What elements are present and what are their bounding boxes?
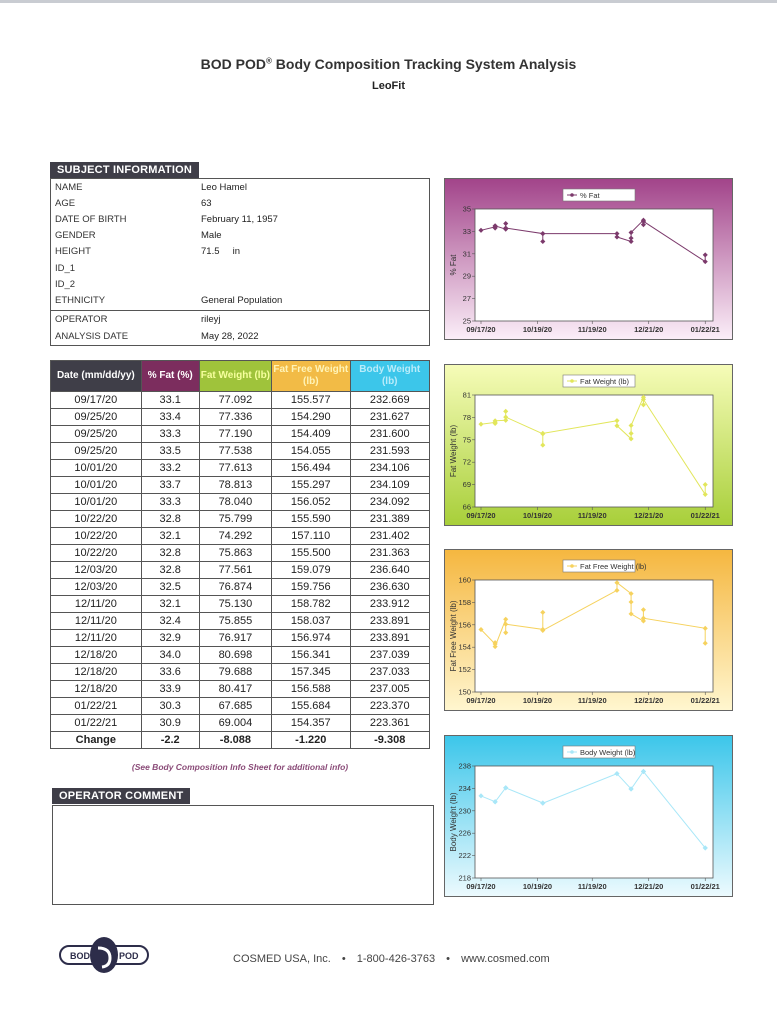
cell-pct-fat: 32.8 bbox=[141, 562, 199, 579]
cell-fat-free-weight: 155.500 bbox=[272, 545, 350, 562]
y-tick-label: 226 bbox=[458, 828, 471, 838]
cell-fat-free-weight: 158.782 bbox=[272, 596, 350, 613]
legend-marker bbox=[570, 193, 574, 197]
cell-body-weight: 236.640 bbox=[350, 562, 430, 579]
subject-label: ETHNICITY bbox=[55, 295, 106, 306]
cell-body-weight: 234.109 bbox=[350, 477, 430, 494]
cell-pct-fat: 33.6 bbox=[141, 664, 199, 681]
cell-pct-fat: 33.2 bbox=[141, 460, 199, 477]
change-row bbox=[51, 732, 430, 749]
subject-value: rileyj bbox=[201, 314, 221, 325]
subject-label: OPERATOR bbox=[55, 314, 108, 325]
y-tick-label: 25 bbox=[462, 316, 471, 326]
body-weight-chart-svg bbox=[445, 736, 732, 896]
cell-body-weight: 233.912 bbox=[350, 596, 430, 613]
cell-date: 10/01/20 bbox=[51, 460, 142, 477]
table-row bbox=[51, 460, 430, 477]
cell-fat-free-weight: 159.756 bbox=[272, 579, 350, 596]
cell-pct-fat: 32.8 bbox=[141, 511, 199, 528]
cell-date: 10/22/20 bbox=[51, 511, 142, 528]
cell-date: 09/25/20 bbox=[51, 426, 142, 443]
subject-label: AGE bbox=[55, 198, 76, 209]
subject-label: DATE OF BIRTH bbox=[55, 214, 127, 225]
cell-fat-weight: 77.190 bbox=[199, 426, 271, 443]
change-value: -8.088 bbox=[199, 732, 271, 749]
x-tick-label: 11/19/20 bbox=[577, 511, 607, 520]
cell-fat-free-weight: 157.110 bbox=[272, 528, 350, 545]
pct-fat-chart bbox=[444, 178, 733, 340]
cell-fat-weight: 77.092 bbox=[199, 392, 271, 409]
x-tick-label: 12/21/20 bbox=[634, 325, 664, 334]
table-row bbox=[51, 392, 430, 409]
cell-pct-fat: 33.1 bbox=[141, 392, 199, 409]
y-tick-label: 234 bbox=[458, 783, 471, 793]
x-tick-label: 09/17/20 bbox=[466, 511, 496, 520]
cell-body-weight: 236.630 bbox=[350, 579, 430, 596]
legend-label: Fat Weight (lb) bbox=[580, 377, 630, 386]
operator-comment-heading: OPERATOR COMMENT bbox=[52, 788, 190, 804]
cell-body-weight: 233.891 bbox=[350, 613, 430, 630]
x-tick-label: 12/21/20 bbox=[634, 511, 664, 520]
subject-value: 63 bbox=[201, 198, 212, 209]
cell-fat-weight: 80.417 bbox=[199, 681, 271, 698]
cell-body-weight: 223.361 bbox=[350, 715, 430, 732]
cell-body-weight: 231.402 bbox=[350, 528, 430, 545]
x-tick-label: 01/22/21 bbox=[690, 882, 720, 891]
table-row bbox=[51, 681, 430, 698]
x-tick-label: 09/17/20 bbox=[466, 696, 496, 705]
y-tick-label: 218 bbox=[458, 873, 471, 883]
cell-date: 12/18/20 bbox=[51, 681, 142, 698]
footer-website[interactable]: www.cosmed.com bbox=[461, 953, 550, 965]
cell-date: 10/01/20 bbox=[51, 477, 142, 494]
cell-fat-weight: 76.917 bbox=[199, 630, 271, 647]
y-tick-label: 81 bbox=[462, 390, 471, 400]
plot-area bbox=[475, 209, 713, 321]
cell-pct-fat: 33.7 bbox=[141, 477, 199, 494]
cell-fat-weight: 80.698 bbox=[199, 647, 271, 664]
x-tick-label: 09/17/20 bbox=[466, 882, 496, 891]
cell-fat-free-weight: 154.055 bbox=[272, 443, 350, 460]
table-row bbox=[51, 647, 430, 664]
subject-value: Leo Hamel bbox=[201, 182, 247, 193]
y-tick-label: 27 bbox=[462, 294, 471, 304]
table-row bbox=[51, 715, 430, 732]
x-tick-label: 10/19/20 bbox=[522, 882, 553, 891]
body-weight-chart bbox=[444, 735, 733, 897]
cell-fat-weight: 67.685 bbox=[199, 698, 271, 715]
cell-body-weight: 233.891 bbox=[350, 630, 430, 647]
fat-weight-chart bbox=[444, 364, 733, 526]
col-header-fat-free-weight: Fat Free Weight (lb) bbox=[272, 361, 350, 392]
y-tick-label: 78 bbox=[462, 412, 471, 422]
footer-company: COSMED USA, Inc. bbox=[233, 953, 331, 965]
cell-date: 12/03/20 bbox=[51, 579, 142, 596]
subject-label: ID_1 bbox=[55, 263, 76, 274]
y-axis-label: Fat Free Weight (lb) bbox=[449, 600, 458, 672]
cell-fat-free-weight: 157.345 bbox=[272, 664, 350, 681]
cell-fat-free-weight: 155.684 bbox=[272, 698, 350, 715]
y-axis-label: Body Weight (lb) bbox=[449, 792, 458, 852]
top-edge bbox=[0, 0, 777, 3]
cell-date: 12/11/20 bbox=[51, 596, 142, 613]
footer-separator: • bbox=[341, 953, 346, 965]
cell-date: 09/25/20 bbox=[51, 443, 142, 460]
x-tick-label: 10/19/20 bbox=[522, 511, 553, 520]
cell-fat-free-weight: 154.409 bbox=[272, 426, 350, 443]
cell-pct-fat: 34.0 bbox=[141, 647, 199, 664]
col-header-pct-fat: % Fat (%) bbox=[141, 361, 199, 392]
y-tick-label: 33 bbox=[462, 226, 471, 236]
cell-body-weight: 231.593 bbox=[350, 443, 430, 460]
cell-pct-fat: 33.5 bbox=[141, 443, 199, 460]
operator-comment-box bbox=[52, 805, 434, 905]
y-axis-label: % Fat bbox=[449, 254, 458, 276]
change-label: Change bbox=[51, 732, 142, 749]
x-tick-label: 01/22/21 bbox=[690, 696, 720, 705]
legend-label: Fat Free Weight (lb) bbox=[580, 562, 647, 571]
table-row bbox=[51, 545, 430, 562]
table-row bbox=[51, 664, 430, 681]
subject-label: ID_2 bbox=[55, 279, 76, 290]
table-row bbox=[51, 630, 430, 647]
cell-pct-fat: 33.4 bbox=[141, 409, 199, 426]
cell-pct-fat: 33.9 bbox=[141, 681, 199, 698]
cell-fat-weight: 77.336 bbox=[199, 409, 271, 426]
legend-label: % Fat bbox=[580, 191, 600, 200]
y-tick-label: 160 bbox=[458, 575, 471, 585]
cell-fat-weight: 69.004 bbox=[199, 715, 271, 732]
x-tick-label: 01/22/21 bbox=[690, 325, 720, 334]
cell-body-weight: 231.627 bbox=[350, 409, 430, 426]
cell-date: 12/18/20 bbox=[51, 647, 142, 664]
cell-fat-weight: 78.813 bbox=[199, 477, 271, 494]
cell-body-weight: 237.039 bbox=[350, 647, 430, 664]
y-tick-label: 72 bbox=[462, 457, 471, 467]
cell-fat-free-weight: 155.297 bbox=[272, 477, 350, 494]
x-tick-label: 11/19/20 bbox=[577, 882, 607, 891]
cell-body-weight: 237.033 bbox=[350, 664, 430, 681]
cell-fat-weight: 77.561 bbox=[199, 562, 271, 579]
y-tick-label: 35 bbox=[462, 204, 471, 214]
y-tick-label: 230 bbox=[458, 806, 471, 816]
table-row bbox=[51, 579, 430, 596]
change-value: -9.308 bbox=[350, 732, 430, 749]
table-row bbox=[51, 596, 430, 613]
y-tick-label: 152 bbox=[458, 665, 471, 675]
subject-label: NAME bbox=[55, 182, 83, 193]
table-header-row bbox=[51, 361, 430, 392]
fat-free-weight-chart-svg bbox=[445, 550, 732, 710]
subject-value: 71.5 in bbox=[201, 246, 241, 257]
footer-contact bbox=[233, 953, 558, 965]
cell-pct-fat: 32.4 bbox=[141, 613, 199, 630]
x-tick-label: 01/22/21 bbox=[690, 511, 720, 520]
cell-fat-weight: 78.040 bbox=[199, 494, 271, 511]
cell-date: 12/11/20 bbox=[51, 630, 142, 647]
y-axis-label: Fat Weight (lb) bbox=[449, 424, 458, 478]
table-row bbox=[51, 528, 430, 545]
cell-pct-fat: 33.3 bbox=[141, 426, 199, 443]
subject-value: General Population bbox=[201, 295, 283, 306]
cell-pct-fat: 32.8 bbox=[141, 545, 199, 562]
cell-body-weight: 234.092 bbox=[350, 494, 430, 511]
change-value: -2.2 bbox=[141, 732, 199, 749]
table-row bbox=[51, 426, 430, 443]
cell-fat-free-weight: 158.037 bbox=[272, 613, 350, 630]
cell-date: 12/03/20 bbox=[51, 562, 142, 579]
cell-pct-fat: 33.3 bbox=[141, 494, 199, 511]
cell-fat-free-weight: 156.588 bbox=[272, 681, 350, 698]
legend-marker bbox=[570, 379, 574, 383]
pct-fat-chart-svg bbox=[445, 179, 732, 339]
x-tick-label: 11/19/20 bbox=[577, 325, 607, 334]
legend-marker bbox=[570, 750, 574, 754]
cell-date: 09/17/20 bbox=[51, 392, 142, 409]
cell-fat-weight: 75.130 bbox=[199, 596, 271, 613]
cell-fat-free-weight: 155.577 bbox=[272, 392, 350, 409]
logo-text-right: POD bbox=[119, 951, 139, 961]
x-tick-label: 10/19/20 bbox=[522, 696, 553, 705]
logo-text-left: BOD bbox=[70, 951, 90, 961]
report-title: BOD POD® Body Composition Tracking System Analysis bbox=[200, 56, 577, 72]
cell-date: 10/01/20 bbox=[51, 494, 142, 511]
cell-fat-weight: 77.538 bbox=[199, 443, 271, 460]
measurement-table bbox=[50, 360, 430, 749]
x-tick-label: 09/17/20 bbox=[466, 325, 496, 334]
cell-body-weight: 231.363 bbox=[350, 545, 430, 562]
cell-date: 10/22/20 bbox=[51, 545, 142, 562]
y-tick-label: 222 bbox=[458, 851, 471, 861]
subject-label: GENDER bbox=[55, 230, 96, 241]
cell-fat-weight: 75.855 bbox=[199, 613, 271, 630]
cell-pct-fat: 32.5 bbox=[141, 579, 199, 596]
table-row bbox=[51, 494, 430, 511]
subject-label: ANALYSIS DATE bbox=[55, 331, 129, 342]
cell-body-weight: 234.106 bbox=[350, 460, 430, 477]
cell-fat-free-weight: 155.590 bbox=[272, 511, 350, 528]
y-tick-label: 69 bbox=[462, 480, 471, 490]
y-tick-label: 156 bbox=[458, 620, 471, 630]
subject-label: HEIGHT bbox=[55, 246, 91, 257]
col-header-fat-weight: Fat Weight (lb) bbox=[199, 361, 271, 392]
x-tick-label: 12/21/20 bbox=[634, 882, 664, 891]
table-row bbox=[51, 477, 430, 494]
subject-value: Male bbox=[201, 230, 222, 241]
cell-fat-free-weight: 154.357 bbox=[272, 715, 350, 732]
cell-date: 09/25/20 bbox=[51, 409, 142, 426]
cell-date: 12/11/20 bbox=[51, 613, 142, 630]
subject-info-box bbox=[50, 178, 430, 346]
table-row bbox=[51, 613, 430, 630]
cell-fat-weight: 74.292 bbox=[199, 528, 271, 545]
y-tick-label: 66 bbox=[462, 502, 471, 512]
cell-body-weight: 237.005 bbox=[350, 681, 430, 698]
cell-fat-free-weight: 159.079 bbox=[272, 562, 350, 579]
cell-pct-fat: 32.9 bbox=[141, 630, 199, 647]
subject-value: May 28, 2022 bbox=[201, 331, 259, 342]
footer-phone: 1-800-426-3763 bbox=[356, 953, 436, 965]
y-tick-label: 150 bbox=[458, 687, 471, 697]
cell-fat-weight: 75.799 bbox=[199, 511, 271, 528]
y-tick-label: 158 bbox=[458, 597, 471, 607]
footer-separator: • bbox=[446, 953, 450, 965]
y-tick-label: 154 bbox=[458, 642, 471, 652]
cell-date: 12/18/20 bbox=[51, 664, 142, 681]
cell-pct-fat: 32.1 bbox=[141, 596, 199, 613]
cell-date: 01/22/21 bbox=[51, 715, 142, 732]
subject-info-heading: SUBJECT INFORMATION bbox=[50, 162, 199, 178]
x-tick-label: 12/21/20 bbox=[634, 696, 664, 705]
table-row bbox=[51, 562, 430, 579]
table-row bbox=[51, 443, 430, 460]
col-header-body-weight: Body Weight (lb) bbox=[350, 361, 430, 392]
cell-fat-free-weight: 156.341 bbox=[272, 647, 350, 664]
subject-divider bbox=[51, 310, 429, 311]
cell-fat-free-weight: 156.974 bbox=[272, 630, 350, 647]
cell-fat-weight: 76.874 bbox=[199, 579, 271, 596]
legend-marker bbox=[570, 564, 574, 568]
cell-fat-free-weight: 154.290 bbox=[272, 409, 350, 426]
table-row bbox=[51, 511, 430, 528]
y-tick-label: 29 bbox=[462, 271, 471, 281]
cell-body-weight: 231.600 bbox=[350, 426, 430, 443]
cell-pct-fat: 32.1 bbox=[141, 528, 199, 545]
change-value: -1.220 bbox=[272, 732, 350, 749]
fat-free-weight-chart bbox=[444, 549, 733, 711]
cell-fat-weight: 79.688 bbox=[199, 664, 271, 681]
y-tick-label: 238 bbox=[458, 761, 471, 771]
cell-pct-fat: 30.9 bbox=[141, 715, 199, 732]
cell-pct-fat: 30.3 bbox=[141, 698, 199, 715]
report-subtitle: LeoFit bbox=[372, 80, 405, 92]
table-row bbox=[51, 409, 430, 426]
fat-weight-chart-svg bbox=[445, 365, 732, 525]
cell-body-weight: 223.370 bbox=[350, 698, 430, 715]
x-tick-label: 10/19/20 bbox=[522, 325, 553, 334]
x-tick-label: 11/19/20 bbox=[577, 696, 607, 705]
cell-fat-weight: 77.613 bbox=[199, 460, 271, 477]
cell-date: 10/22/20 bbox=[51, 528, 142, 545]
info-sheet-note: (See Body Composition Info Sheet for additional info) bbox=[131, 762, 349, 772]
table-row bbox=[51, 698, 430, 715]
bod-pod-logo bbox=[58, 934, 150, 981]
y-tick-label: 75 bbox=[462, 435, 471, 445]
cell-fat-free-weight: 156.494 bbox=[272, 460, 350, 477]
cell-body-weight: 231.389 bbox=[350, 511, 430, 528]
legend-label: Body Weight (lb) bbox=[580, 748, 636, 757]
cell-fat-weight: 75.863 bbox=[199, 545, 271, 562]
cell-date: 01/22/21 bbox=[51, 698, 142, 715]
y-tick-label: 31 bbox=[462, 249, 471, 259]
subject-value: February 11, 1957 bbox=[201, 214, 278, 225]
cell-body-weight: 232.669 bbox=[350, 392, 430, 409]
col-header-date: Date (mm/dd/yy) bbox=[51, 361, 142, 392]
plot-area bbox=[475, 580, 713, 692]
cell-fat-free-weight: 156.052 bbox=[272, 494, 350, 511]
